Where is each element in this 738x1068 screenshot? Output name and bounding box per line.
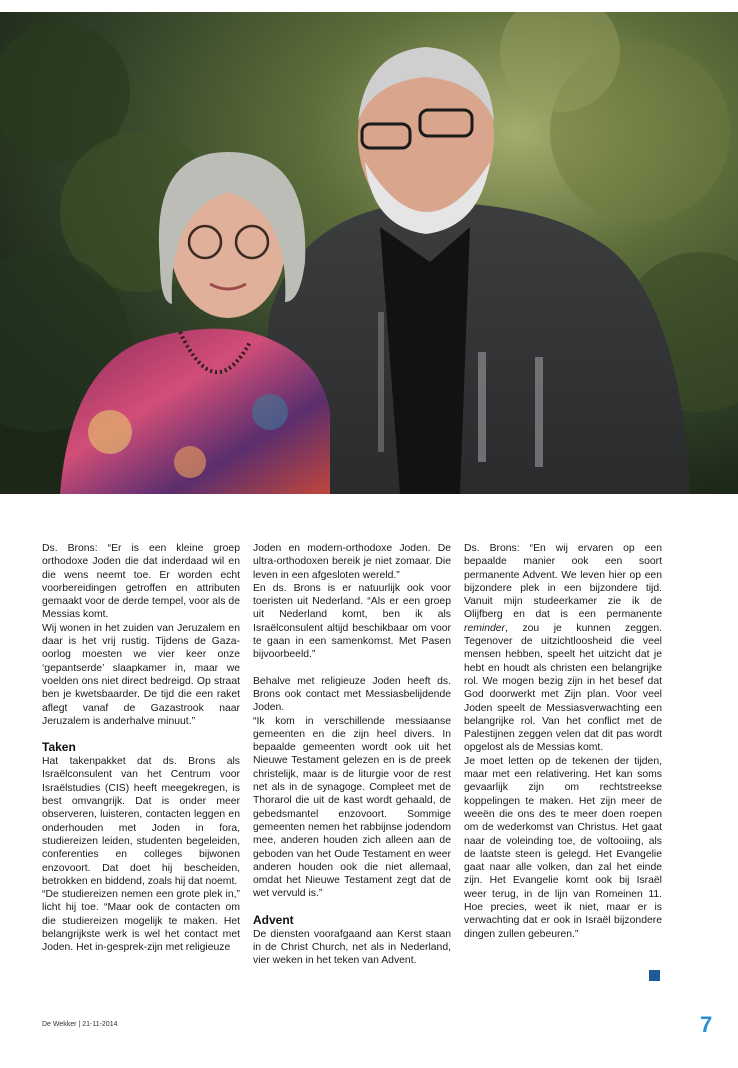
paragraph: Ds. Brons: “Er is een kleine groep orthodoxe Joden die dat inderdaad wil en die wens neemt toe. Er worden echt voorbereidingen getroffen en attributen gemaakt voor de derde tempel, voor als de Messias komt.	[42, 543, 240, 621]
section-heading-advent: Advent	[253, 912, 294, 927]
section-heading-taken: Taken	[42, 740, 76, 755]
italic-word: reminder	[464, 622, 505, 634]
paragraph: Je moet letten op de tekenen der tijden, maar met een relativering. Het kan soms gevaarlijk zijn om rechtstreekse koppelingen te maken. Het zijn meer de weeën die ons des te meer doen roepen om de wederkomst van Christus. Het gaat naar de voleinding toe, de voltooiing, als de laatste steen is gelegd. Het Evangelie gaat naar alle volken, dan zal het einde zijn. Het Evangelie komt ook bij Israël weer terug, in de lijn van Romeinen 11. Hoe precies, weet ik niet, maar er is verwachting dat er ook in Israël bijzondere dingen zullen gebeuren.”	[464, 755, 662, 940]
article-column-3	[464, 542, 662, 941]
article-column-1	[42, 542, 240, 955]
paragraph: “Ik kom in verschillende messiaanse gemeenten en die zijn heel divers. In bepaalde gemeenten wordt ook uit het Nieuwe Testament gelezen en is de preek christelijk, maar is de liturgie voor de rest net als in de synagoge. Compleet met de Thorarol die uit de kast wordt gehaald, de gebedsmantel enzovoort. Sommige gemeenten nemen het rabbijnse jodendom mee, anderen houden zich alleen aan de geboden van het Oude Testament en weer anderen houden ook die niet allemaal, omdat het Nieuwe Testament zegt dat de wet vervuld is.”	[253, 715, 451, 900]
paragraph-text: Ds. Brons: “En wij ervaren op een bepaalde manier ook een soort permanente Advent. We leven hier op een bijzondere plek in een bijzondere tijd. Vanuit mijn studeerkamer zie ik de Olijfberg en dat is een permanente	[464, 543, 662, 621]
publication-source: De Wekker | 21-11-2014	[42, 1021, 118, 1028]
paragraph-text: , zou je kunnen zeggen. Tegenover de uitzichtloosheid die veel mensen hebben, speelt het uitzicht dat je hebt en houdt als christen een belangrijke rol. We mogen bezig zijn in het besef dat God doorwerkt met Zijn plan. Voor veel Joden speelt de Messiasverwachting een belangrijke rol. Van het conflict met de Palestijnen zeggen velen dat dit pas wordt opgelost als de Messias komt.	[464, 622, 662, 754]
paragraph: De diensten voorafgaand aan Kerst staan in de Christ Church, net als in Nederland, vier weken in het teken van Advent.	[253, 928, 451, 967]
couple-photo-illustration	[0, 12, 738, 494]
page-number: 7	[700, 1012, 713, 1037]
paragraph	[464, 542, 662, 755]
article-column-2	[253, 542, 451, 968]
article-photo	[0, 12, 738, 494]
paragraph: Behalve met religieuze Joden heeft ds. Brons ook contact met Messiasbelijdende Joden.	[253, 675, 451, 714]
paragraph: Joden en modern-orthodoxe Joden. De ultra-orthodoxen bereik je niet zomaar. Die leven in een afgesloten wereld.”	[253, 543, 451, 581]
paragraph: Hat takenpakket dat ds. Brons als Israëlconsulent van het Centrum voor Israëlstudies (CIS) heeft meegekregen, is best omvangrijk. Dat is onder meer observeren, luisteren, contacten leggen en onderhouden met Joden in fora, studiereizen leiden, studenten begeleiden, conferenties en colleges bijwonen enzovoort. Dat doet hij bescheiden, betrokken en biddend, zoals hij dat noemt.	[42, 756, 240, 887]
paragraph: En ds. Brons is er natuurlijk ook voor toeristen uit Nederland. “Als er een groep uit Nederland komt, ben ik als Israëlconsulent altijd beschikbaar om voor te gaan in een samenkomst. Met Pasen bijvoorbeeld.”	[253, 582, 451, 661]
end-of-article-marker	[649, 970, 660, 981]
paragraph: “De studiereizen nemen een grote plek in,” licht hij toe. “Maar ook de contacten om die studiereizen mogelijk te maken. Het belangrijkste werk is wel het contact met Joden. Het in-gesprek-zijn met religieuze	[42, 889, 240, 954]
paragraph: Wij wonen in het zuiden van Jeruzalem en daar is het vrij rustig. Tijdens de Gaza-oorlog moesten we vier keer onze ‘gepantserde’ slaapkamer in, maar we voelden ons niet direct bedreigd. Op straat ben je kwetsbaarder. De tijd die een raket aflegt vanaf de Gazastrook naar Jeruzalem is anderhalve minuut.”	[42, 622, 240, 727]
